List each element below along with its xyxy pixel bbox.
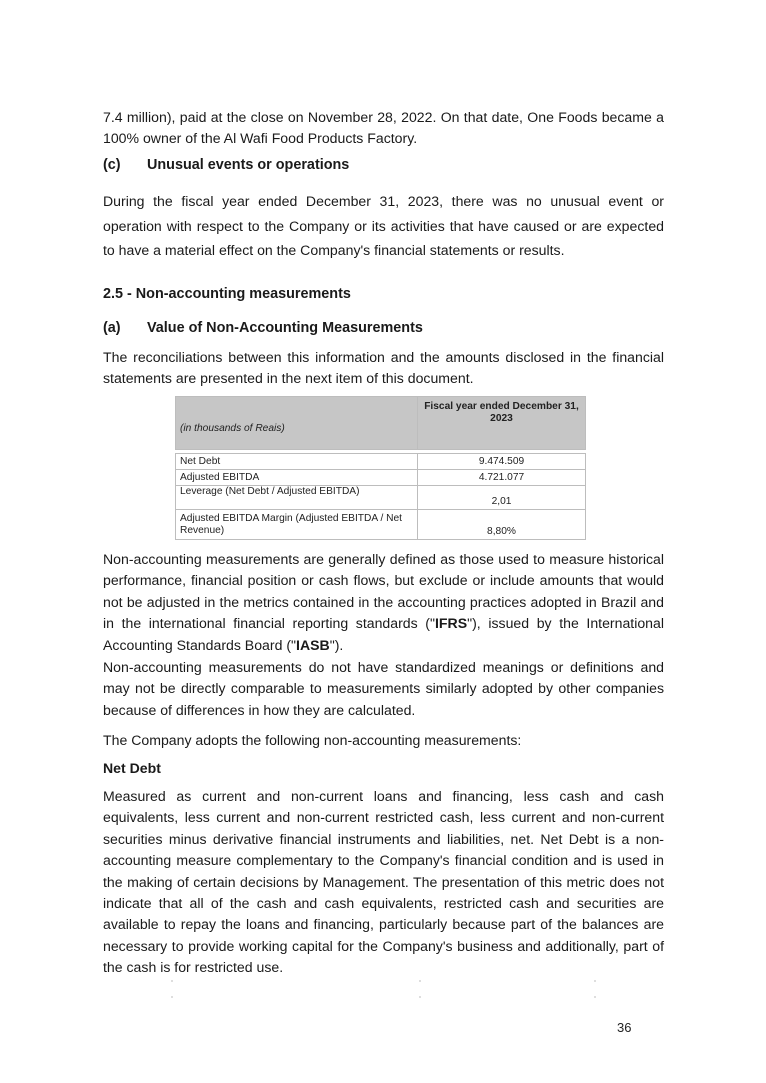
row-label: Adjusted EBITDA Margin (Adjusted EBITDA / Net Revenue): [176, 510, 418, 540]
footer-dot: [594, 980, 596, 982]
footer-dot: [171, 980, 173, 982]
row-value: 9.474.509: [418, 454, 586, 470]
table-row: [176, 486, 586, 510]
footer-dot: [594, 996, 596, 998]
adopts-paragraph: The Company adopts the following non-accounting measurements:: [103, 732, 522, 748]
table-row: [176, 510, 586, 540]
section-c-body: During the fiscal year ended December 31, 2023, there was no unusual event or operation with respect to the Company or its activities that have caused or are expected to have a material effect on the Company's financial statements or results.: [103, 193, 664, 259]
section-2-5-heading: 2.5 - Non-accounting measurements: [103, 286, 351, 302]
section-c-heading: [103, 157, 349, 173]
footer-dot: [171, 996, 173, 998]
section-c-title: Unusual events or operations: [147, 157, 350, 173]
footer-dot: [419, 980, 421, 982]
section-a-title: Value of Non-Accounting Measurements: [147, 320, 423, 336]
intro-paragraph: 7.4 million), paid at the close on November 28, 2022. On that date, One Foods became a 100% owner of the Al Wafi Food Products Factory.: [103, 109, 664, 147]
section-a-heading: [103, 320, 423, 336]
row-label: Leverage (Net Debt / Adjusted EBITDA): [176, 486, 418, 510]
table-header-period: Fiscal year ended December 31, 2023: [418, 397, 586, 450]
row-value: 2,01: [418, 486, 586, 510]
table-header-unit: (in thousands of Reais): [176, 397, 418, 450]
net-debt-body: Measured as current and non-current loans and financing, less cash and cash equivalents, less current and non-current restricted cash, less current and non-current securities minus derivative financial instruments and liabilities, net. Net Debt is a non-accounting measure complementary to the Company's financial condition and is used in the making of certain decisions by Management. The presentation of this metric does not indicate that all of the cash and cash equivalents, restricted cash and securities are available to repay the loans and financing, particularly because part of the balances are necessary to provide working capital for the Company's business and additionally, part of the cash is for restricted use.: [103, 788, 664, 976]
table-row: [176, 454, 586, 470]
non-accounting-measurements-table: [175, 396, 586, 540]
net-debt-heading: Net Debt: [103, 760, 161, 776]
row-value: 8,80%: [418, 510, 586, 540]
ifrs-term: IFRS: [435, 615, 468, 632]
row-label: Adjusted EBITDA: [176, 470, 418, 486]
table-header-row: [176, 397, 586, 450]
iasb-term: IASB: [296, 636, 330, 653]
section-c-label: (c): [103, 157, 121, 173]
table-row: [176, 470, 586, 486]
row-value: 4.721.077: [418, 470, 586, 486]
page-number: 36: [617, 1020, 632, 1035]
footer-dot: [419, 996, 421, 998]
comparability-paragraph: Non-accounting measurements do not have standardized meanings or definitions and may not be directly comparable to measurements similarly adopted by other companies because of differences in how they are calculated.: [103, 659, 664, 718]
definition-paragraph: Non-accounting measurements are generally defined as those used to measure historical performance, financial position or cash flows, but exclude or include amounts that would not be adjusted in the metrics contained in the accounting practices adopted in Brazil and in the international financial reporting standards ("IFRS"), issued by the International Accounting Standards Board ("IASB").: [103, 551, 664, 653]
section-a-label: (a): [103, 320, 121, 336]
section-a-body: The reconciliations between this information and the amounts disclosed in the financial statements are presented in the next item of this document.: [103, 349, 664, 387]
row-label: Net Debt: [176, 454, 418, 470]
